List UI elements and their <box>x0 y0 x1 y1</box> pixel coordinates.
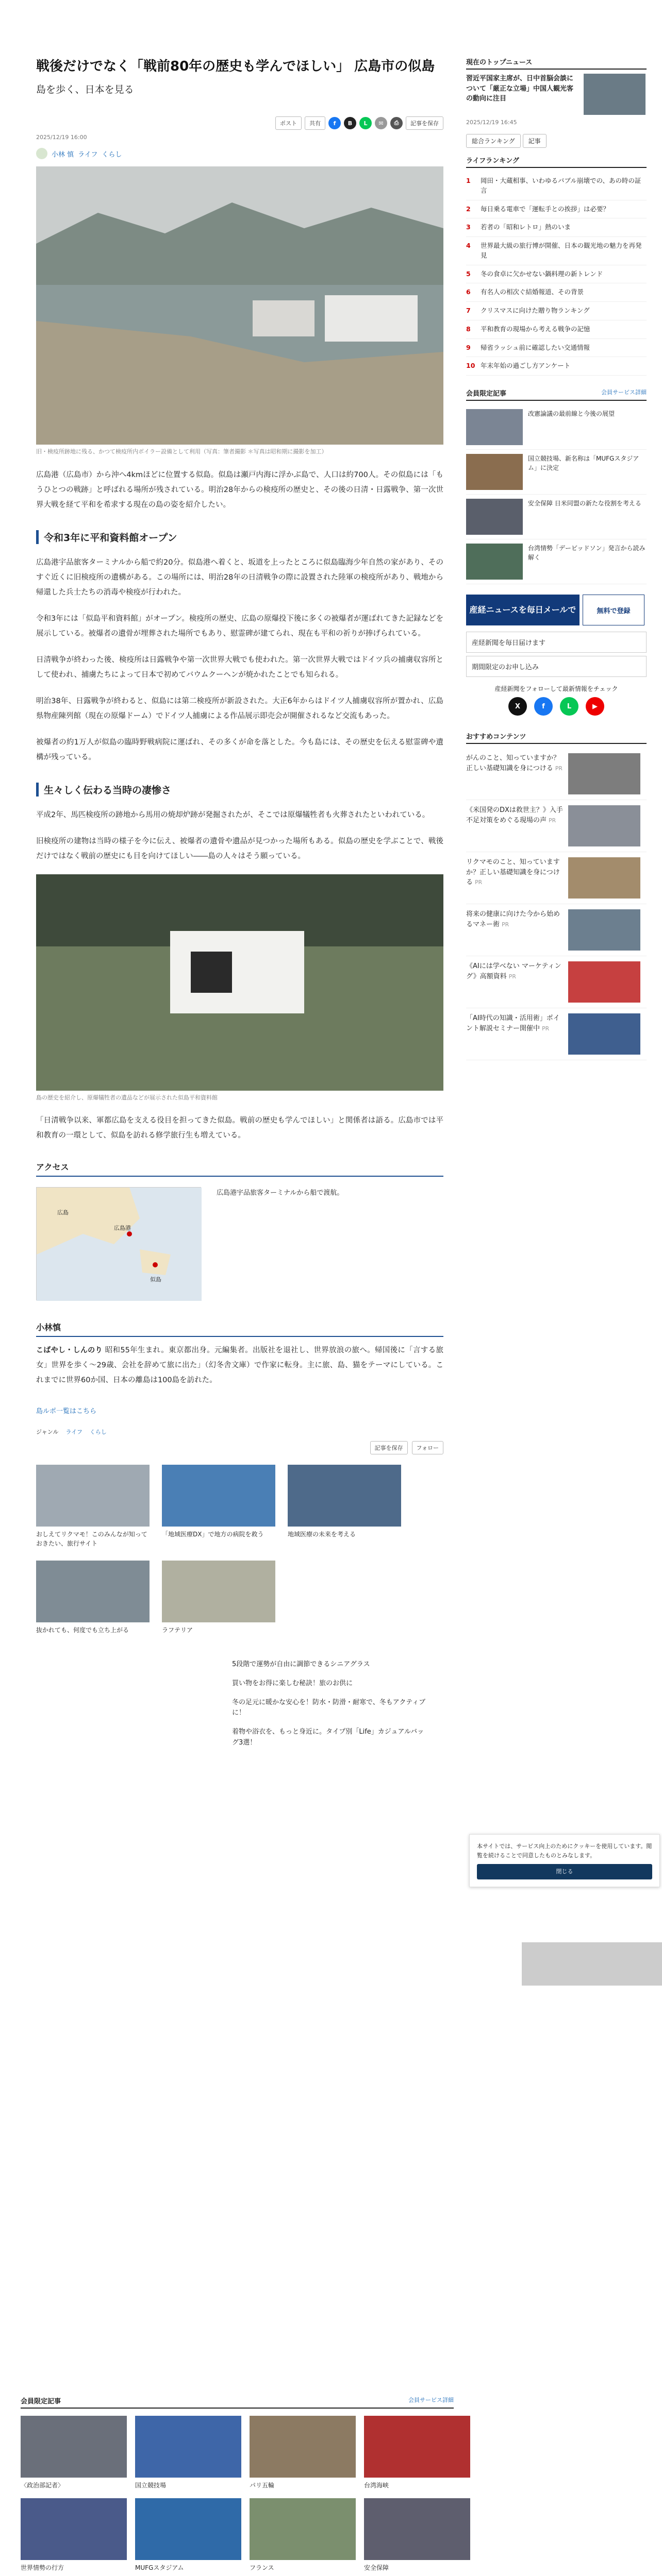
author-tag[interactable]: ライフ <box>78 150 98 159</box>
access-map <box>36 1187 201 1300</box>
pr-section <box>466 731 647 1060</box>
bottom-card[interactable]: 安全保障 <box>364 2498 470 2572</box>
shopping-list <box>232 1655 428 1753</box>
author-tag[interactable]: くらし <box>102 150 122 159</box>
ranking-item[interactable]: 2 毎日乗る電車で「運転手との挨拶」は必要？ <box>466 200 647 219</box>
member-item[interactable]: 国立競技場、新名称は「MUFGスタジアム」に決定 <box>466 450 647 495</box>
bottom-member-section <box>21 2396 454 2576</box>
list-item[interactable]: 着物や浴衣を、もっと身近に。タイプ別「Life」カジュアルバッグ3選！ <box>232 1728 424 1747</box>
share-button[interactable]: 共有 <box>305 116 325 130</box>
cookie-notice <box>469 1834 660 1887</box>
top-news-title: 習近平国家主席が、日中首脳会談について「厳正な立場」中国人観光客の動向に注目 <box>466 75 574 103</box>
coast-photo-illustration <box>36 166 443 445</box>
bottom-more-link[interactable]: 会員サービス詳細 <box>408 2397 454 2403</box>
list-item[interactable]: 5段階で運勢が自由に調節できるシニアグラス <box>232 1660 370 1668</box>
newsletter-banner <box>466 595 647 625</box>
cookie-ok-button[interactable]: 閉じる <box>477 1864 652 1879</box>
related-card[interactable] <box>162 1465 275 1548</box>
genre-tag[interactable]: ライフ <box>65 1429 82 1435</box>
x-icon[interactable]: X <box>508 697 527 716</box>
related-label: おしえてリクマモ！このみんなが知っておきたい、旅行サイト <box>36 1531 147 1547</box>
bottom-grid <box>21 2416 454 2576</box>
genre-tag[interactable]: くらし <box>89 1429 107 1435</box>
section-heading: 生々しく伝わる当時の凄惨さ <box>36 783 443 796</box>
newsletter-signup-button[interactable]: 無料で登録 <box>583 595 644 625</box>
article-title: 戦後だけでなく「戦前80年の歴史も学んでほしい」 広島市の似島 <box>36 59 435 74</box>
ranking-item[interactable]: 6 有名人の相次ぐ結婚報道、その背景 <box>466 283 647 302</box>
ranking-item[interactable]: 1 岡田・大蔵相事、いわゆるバブル崩壊での、あの時の証言 <box>466 172 647 200</box>
top-news <box>466 57 647 126</box>
museum-photo-illustration <box>36 874 443 1091</box>
top-news-thumb <box>584 74 646 115</box>
tab-overall[interactable]: 総合ランキング <box>466 134 521 148</box>
related-thumb <box>162 1561 275 1622</box>
line-icon[interactable]: L <box>359 117 372 129</box>
post-button[interactable]: ポスト <box>275 116 302 130</box>
social-icons <box>466 697 647 716</box>
section-heading: 令和3年に平和資料館オープン <box>36 530 443 544</box>
ranking-item[interactable]: 10 年末年始の過ごし方アンケート <box>466 357 647 376</box>
member-articles <box>466 388 647 584</box>
related-label: 抜かれても、何度でも立ち上がる <box>36 1626 129 1634</box>
member-label: 会員限定記事 会員サービス詳細 <box>466 388 647 401</box>
pr-item[interactable]: リクマモのこと、知っていますか？正しい基礎知識を身につける PR <box>466 852 647 904</box>
mail-box[interactable]: 産経新聞を毎日届けます <box>466 632 647 653</box>
youtube-icon[interactable]: ▶ <box>586 697 604 716</box>
bottom-actions <box>36 1441 443 1454</box>
author-row <box>36 148 443 159</box>
paragraph: 被爆者の約1万人が似島の臨時野戦病院に運ばれ、その多くが命を落とした。今も島には、その歴史を伝える慰霊碑や遺構が残っている。 <box>36 738 443 761</box>
avatar <box>36 148 47 159</box>
follow-button[interactable]: フォロー <box>412 1441 443 1454</box>
paragraph: 令和3年には「似島平和資料館」がオープン。検疫所の歴史、広島の原爆投下後に多くの被爆者が運ばれてきた記録などを展示している。被爆者の遺骨が埋葬された場所でもあり、慰霊碑が建てられ、現在も平和の祈りが捧げられている。 <box>36 614 443 638</box>
bottom-heading: 会員限定記事 会員サービス詳細 <box>21 2396 454 2409</box>
bottom-card[interactable]: 台湾海峡 <box>364 2416 470 2490</box>
genre-row <box>36 1428 443 1436</box>
map-label: 広島 <box>57 1209 69 1216</box>
pr-item[interactable]: 《米国発のDXは救世主？》入手不足対策をめぐる現場の声 PR <box>466 800 647 852</box>
facebook-icon[interactable]: f <box>328 117 341 129</box>
map-label: 広島港 <box>114 1225 131 1231</box>
hatena-icon[interactable]: B <box>344 117 356 129</box>
member-item[interactable]: 改憲論議の最前線と今後の展望 <box>466 405 647 450</box>
paragraph: 平成2年、馬匹検疫所の跡地から馬用の焼却炉跡が発掘されたが、そこでは原爆犠牲者も火葬されたといわれている。 <box>36 810 430 819</box>
related-thumb <box>36 1561 150 1622</box>
publish-date: 2025/12/19 16:00 <box>36 134 87 141</box>
share-bar <box>36 116 443 130</box>
related-card[interactable] <box>288 1465 401 1548</box>
tab-articles[interactable]: 記事 <box>523 134 547 148</box>
paragraph: 旧検疫所の建物は当時の様子を今に伝え、被爆者の遺骨や遺品が見つかった場所もある。似島の歴史を学ぶことで、戦後だけではなく戦前の歴史にも目を向けてほしい――島の人々はそう願っている。 <box>36 837 443 860</box>
paragraph: 明治38年、日露戦争が終わると、似島には第二検疫所が新設された。大正6年からはドイツ人捕虜収容所が置かれ、広島県物産陳列館（現在の原爆ドーム）でドイツ人捕虜による作品展示即売会が開催されるなど交流もあった。 <box>36 697 443 720</box>
list-item[interactable]: 冬の足元に暖かな安心を！防水・防滑・耐寒で、冬もアクティブに！ <box>232 1698 426 1717</box>
access-text: 広島港宇品旅客ターミナルから船で渡航。 <box>217 1189 344 1197</box>
more-link[interactable]: 島ルポ一覧はこちら <box>36 1408 97 1415</box>
ranking-item[interactable]: 5 冬の食卓に欠かせない鍋料理の新トレンド <box>466 265 647 284</box>
ranking-tabs <box>466 134 647 148</box>
related-grid <box>36 1465 443 1635</box>
top-news-label: 現在のトップニュース <box>466 57 647 70</box>
access-heading: アクセス <box>36 1161 443 1177</box>
article-subtitle: 島を歩く、日本を見る <box>36 84 134 95</box>
pr-item[interactable]: 将来の健康に向けた今から始めるマネー術 PR <box>466 904 647 956</box>
pr-item[interactable]: 「AI時代の知識・活用術」ポイント解説セミナー開催中 PR <box>466 1008 647 1060</box>
related-thumb <box>36 1465 150 1527</box>
print-icon[interactable]: ⎙ <box>390 117 403 129</box>
related-label: ラフテリア <box>162 1626 193 1634</box>
bottom-card[interactable]: MUFGスタジアム <box>135 2498 241 2572</box>
bottom-card[interactable]: 国立競技場 <box>135 2416 241 2490</box>
related-card[interactable] <box>36 1561 150 1635</box>
related-label: 地域医療の未来を考える <box>288 1531 356 1538</box>
related-card[interactable] <box>36 1465 150 1548</box>
paragraph: 日清戦争が終わった後、検疫所は日露戦争や第一次世界大戦でも使われた。第一次世界大戦ではドイツ兵の捕虜収容所として使われ、捕虜たちによって日本で初めてバウムクーヘンが焼かれたことでも知られる。 <box>36 655 443 679</box>
ranking-label: ライフランキング <box>466 155 647 168</box>
ranking-item[interactable]: 9 帰省ラッシュ前に確認したい交通情報 <box>466 339 647 358</box>
bottom-card[interactable]: 世界情勢の行方 <box>21 2498 127 2572</box>
facebook-icon[interactable]: f <box>534 697 553 716</box>
related-card[interactable] <box>162 1561 275 1635</box>
mail-icon[interactable]: ✉ <box>375 117 387 129</box>
bottom-card[interactable]: 〈政治部記者〉 <box>21 2416 127 2490</box>
line-icon[interactable]: L <box>560 697 578 716</box>
list-item[interactable]: 買い物をお得に楽しむ秘訣！旅のお供に <box>232 1679 353 1687</box>
pr-item[interactable]: 《AIには学べない マーケティング》高額資料 PR <box>466 956 647 1008</box>
save-article-button[interactable]: 記事を保存 <box>370 1441 408 1454</box>
article-photo <box>36 874 443 1091</box>
ranking-item[interactable]: 3 若者の「昭和レトロ」熱のいま <box>466 218 647 237</box>
member-item[interactable]: 台湾情勢「デービッドソン」発言から読み解く <box>466 539 647 584</box>
paragraph: 広島港宇品旅客ターミナルから船で約20分。似島港へ着くと、坂道を上ったところに似島臨海少年自然の家があり、そのすぐ近くに旧検疫所の遺構がある。この場所には、明治28年の日清戦争の際に設置された陸軍の検疫所があり、戦地から帰還した兵士たちの消毒や検疫が行われた。 <box>36 558 443 597</box>
ranking-item[interactable]: 8 平和教育の現場から考える戦争の記憶 <box>466 320 647 339</box>
access-block <box>36 1187 443 1300</box>
ranking-item[interactable]: 7 クリスマスに向けた贈り物ランキング <box>466 302 647 320</box>
ranking-item[interactable]: 4 世界最大級の旅行博が開催、日本の観光地の魅力を再発見 <box>466 237 647 265</box>
overlay-bar <box>522 1942 662 1986</box>
paragraph: 広島港（広島市）から沖へ4kmほどに位置する似島。似島は瀬戸内海に浮かぶ島で、人口は約700人。その似島には「もうひとつの戦跡」と呼ばれる場所が残されている。明治28年からの検疫所の歴史と、その後の日清・日露戦争、第一次世界大戦を経て平和を希求する現在の島の姿を紹介したい。 <box>36 470 443 509</box>
pr-item[interactable]: がんのこと、知っていますか？正しい基礎知識を身につける PR <box>466 748 647 800</box>
sidebar <box>466 57 647 1060</box>
genre-label: ジャンル <box>36 1429 59 1435</box>
profile-heading: 小林慎 <box>36 1321 443 1337</box>
save-article-button[interactable]: 記事を保存 <box>406 116 443 130</box>
author-name[interactable]: 小林 慎 <box>52 150 74 159</box>
related-thumb <box>288 1465 401 1527</box>
ranking-box <box>466 155 647 376</box>
related-label: 「地域医療DX」で地方の病院を救う <box>162 1531 264 1538</box>
bottom-card[interactable]: パリ五輪 <box>250 2416 356 2490</box>
paragraph: 「日清戦争以来、軍都広島を支える役目を担ってきた似島。戦前の歴史も学んでほしい」と関係者は語る。広島市では平和教育の一環として、似島を訪れる修学旅行生も増えている。 <box>36 1116 443 1140</box>
article-photo <box>36 166 443 445</box>
profile-text: 昭和55年生まれ。東京都出身。元編集者。出版社を退社し、世界放浪の旅へ。帰国後に「言する旅女」世界を歩く〜29歳、会社を辞めて旅に出た」（幻冬舎文庫）で作家に転身。主に旅、島、猫をテーマにしている。これまでに世界60か国、日本の離島は100島を訪れた。 <box>36 1346 443 1384</box>
profile-name: こばやし・しんのり <box>36 1346 103 1354</box>
mail-box[interactable]: 期間限定のお申し込み <box>466 656 647 677</box>
follow-section <box>466 684 647 716</box>
bottom-card[interactable]: フランス <box>250 2498 356 2572</box>
ranking-list <box>466 172 647 376</box>
top-news-date: 2025/12/19 16:45 <box>466 119 517 126</box>
member-more-link[interactable]: 会員サービス詳細 <box>601 389 647 396</box>
map-label: 似島 <box>150 1276 161 1283</box>
newsletter-banner-main[interactable]: 産経ニュースを毎日メールで <box>466 595 580 625</box>
photo-caption: 島の歴史を紹介し、原爆犠牲者の遺品などが展示された似島平和資料館 <box>36 1094 218 1101</box>
profile-body <box>36 1343 443 1388</box>
related-thumb <box>162 1465 275 1527</box>
main-column <box>36 57 443 1753</box>
pr-label: おすすめコンテンツ <box>466 731 647 744</box>
top-news-item[interactable] <box>466 74 647 115</box>
follow-label: 産経新聞をフォローして最新情報をチェック <box>494 685 618 692</box>
member-item[interactable]: 安全保障 日米同盟の新たな役割を考える <box>466 495 647 539</box>
photo-caption: 旧・検疫所跡地に残る、かつて検疫所内ボイラー設備として利用（写真：筆者撮影 ＊写真は昭和期に撮影を加工） <box>36 448 327 455</box>
cookie-text: 本サイトでは、サービス向上のためにクッキーを使用しています。閲覧を続けることで同意したものとみなします。 <box>477 1843 652 1859</box>
